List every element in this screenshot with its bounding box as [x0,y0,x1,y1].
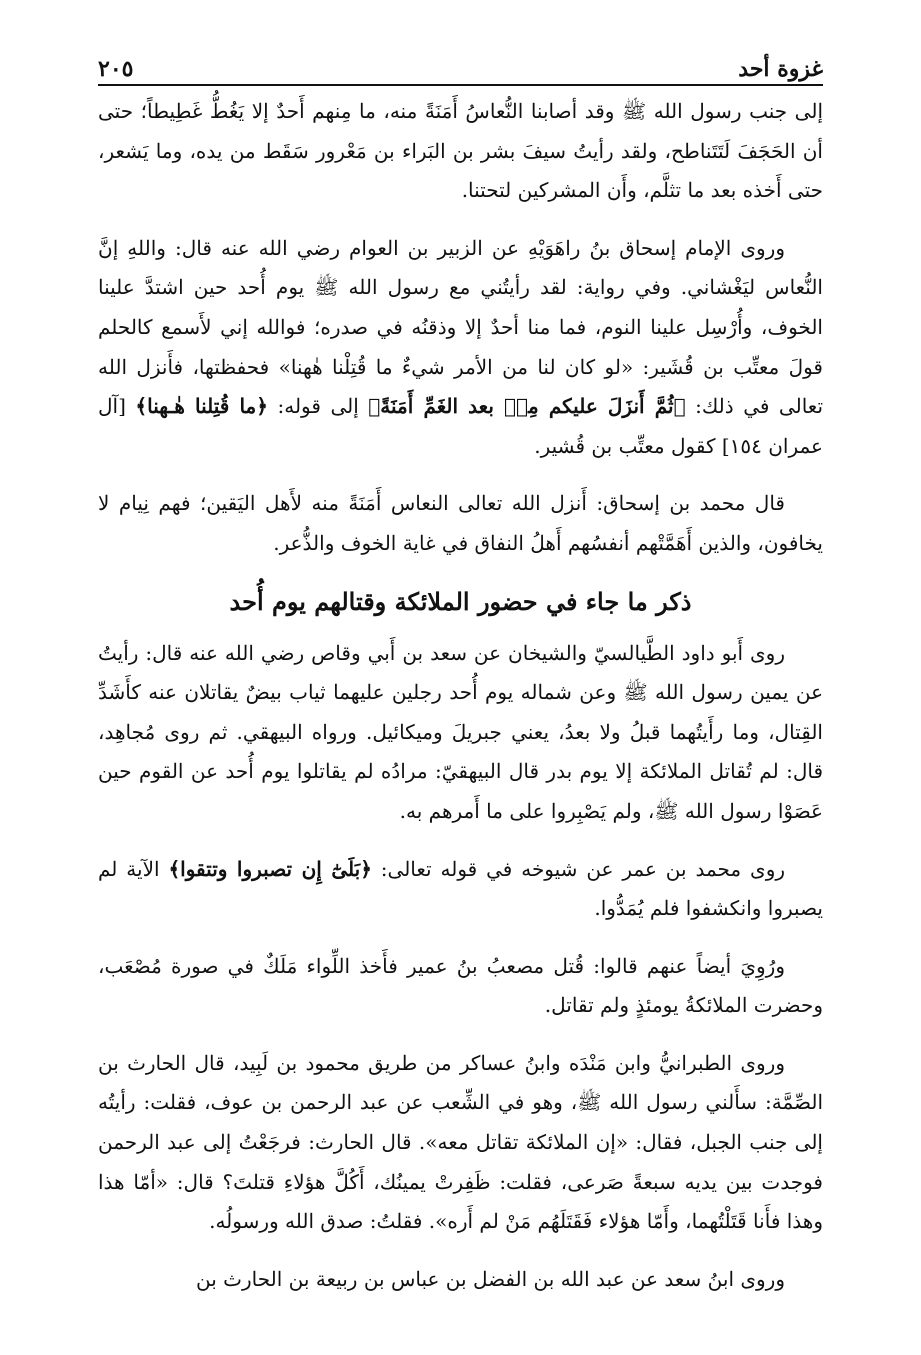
page-header [98,38,823,82]
quran-quote-3: ﴿بَلَىٰٓ إِن تصبروا وتتقوا﴾ [168,856,372,881]
paragraph-5 [98,850,823,929]
page-body [98,92,823,1317]
paragraph-3: قال محمد بن إسحاق: أَنزل الله تعالى النعاس أَمَنَةً منه لأَهل اليَقين؛ فهم نِيام لا يخافون، والذين أَهَمَّتْهم أنفسُهم أَهلُ النفاق في غاية الخوف والذُّعر. [98,491,823,555]
section-heading: ذكر ما جاء في حضور الملائكة وقتالهم يوم أُحد [229,586,692,616]
paragraph-5-text-a: روى محمد بن عمر عن شيوخه في قوله تعالى: [371,856,786,881]
quran-quote-1: ﴿ثُمَّ أَنزَلَ عليكم مِنۢ بعد الغَمِّ أَمَنَةً﴾ [368,394,686,419]
paragraph-7: وروى الطبرانيُّ وابن مَنْدَه وابنُ عساكر من طريق محمود بن لَبِيد، قال الحارث بن الصِّمَّة: سأَلني رسول الله ﷺ، وهو في الشِّعب عن عبد الرحمن بن عوف، فقلت: رأيتُه إلى جنب الجبل، فقال: «إن الملائكة تقاتل معه». قال الحارث: فرجَعْتُ إلى عبد الرحمن فوجدت بين يديه سبعةً صَرعى، فقلت: ظَفِرتْ يمينُك، أَكُلَّ هؤلاءِ قتلتَ؟ قال: «أمّا هذا وهذا فأَنا قَتَلْتُهما، وأَمّا هؤلاء فَقَتَلَهُم مَنْ لم أَره». فقلتُ: صدق الله ورسولُه. [98,1050,823,1234]
paragraph-5-text-b: الآية لم يصبروا وانكشفوا فلم يُمَدُّوا. [98,856,823,921]
paragraph-2-text-b: إلى قوله: [267,394,369,419]
paragraph-2-text-a: وروى الإمام إسحاق بنُ راهَوَيْهِ عن الزبير بن العوام رضي الله عنه قال: واللهِ إنَّ النُّعاس ليَغْشاني. وفي رواية: لقد رأيتُني مع رسول الله ﷺ يوم أُحد حين اشتدَّ علينا الخوف، وأُرْسِل علينا النوم، فما منا أحدٌ إلا وذقنُه في صدره؛ فوالله إني لأَسمع كالحلم قولَ معتِّب بن قُشَير: «لو كان لنا من الأمر شيءٌ ما قُتِلْنا هٰهنا» فحفظتها، فأَنزل الله تعالى في ذلك: [98,235,824,419]
header-rule [98,84,823,86]
page-number: ٢٠٥ [98,56,134,82]
running-title: غزوة أحد [738,56,823,82]
paragraph-2-text-c: [آل عمران ١٥٤] كقول معتِّب بن قُشير. [98,394,823,458]
paragraph-2 [98,229,823,467]
paragraph-6: ورُوِيَ أيضاً عنهم قالوا: قُتل مصعبُ بنُ عمير فأَخذ اللِّواء مَلَكٌ في صورة مُصْعَب، وحضرت الملائكةُ يومئذٍ ولم تقاتل. [98,953,823,1018]
paragraph-1: إلى جنب رسول الله ﷺ وقد أصابنا النُّعاسُ أَمَنَةً منه، ما مِنهم أَحدٌ إلا يَغُطُّ غَطِيطاً؛ حتى أن الحَجَفَ لَتَتَناطح، ولقد رأيتُ سيفَ بشر بن البَراء بن مَعْرور سَقَط من يده، وما يَشعر، حتى أَخذه بعد ما تثلَّم، وأَن المشركين لتحتنا. [98,99,823,203]
quran-quote-2: ﴿ما قُتِلنا هٰـهنا﴾ [135,394,268,419]
paragraph-4: روى أَبو داود الطَّيالسيّ والشيخان عن سعد بن أَبي وقاص رضي الله عنه قال: رأيتُ عن يمين رسول الله ﷺ وعن شماله يوم أُحد رجلين عليهما ثياب بيضٌ يقاتلان عنه كأَشَدِّ القِتال، وما رأَيتُهما قبلُ ولا بعدُ، يعني جبريلَ وميكائيل. ورواه البيهقي. ثم روى مُجاهِد، قال: لم تُقاتل الملائكة إلا يوم بدر قال البيهقيّ: مرادُه لم يقاتلوا يوم أُحد عن القوم حين عَصَوْا رسول الله ﷺ، ولم يَصْبِروا على ما أَمرهم به. [98,640,823,823]
paragraph-8: وروى ابنُ سعد عن عبد الله بن الفضل بن عباس بن ربيعة بن الحارث بن [196,1266,785,1291]
